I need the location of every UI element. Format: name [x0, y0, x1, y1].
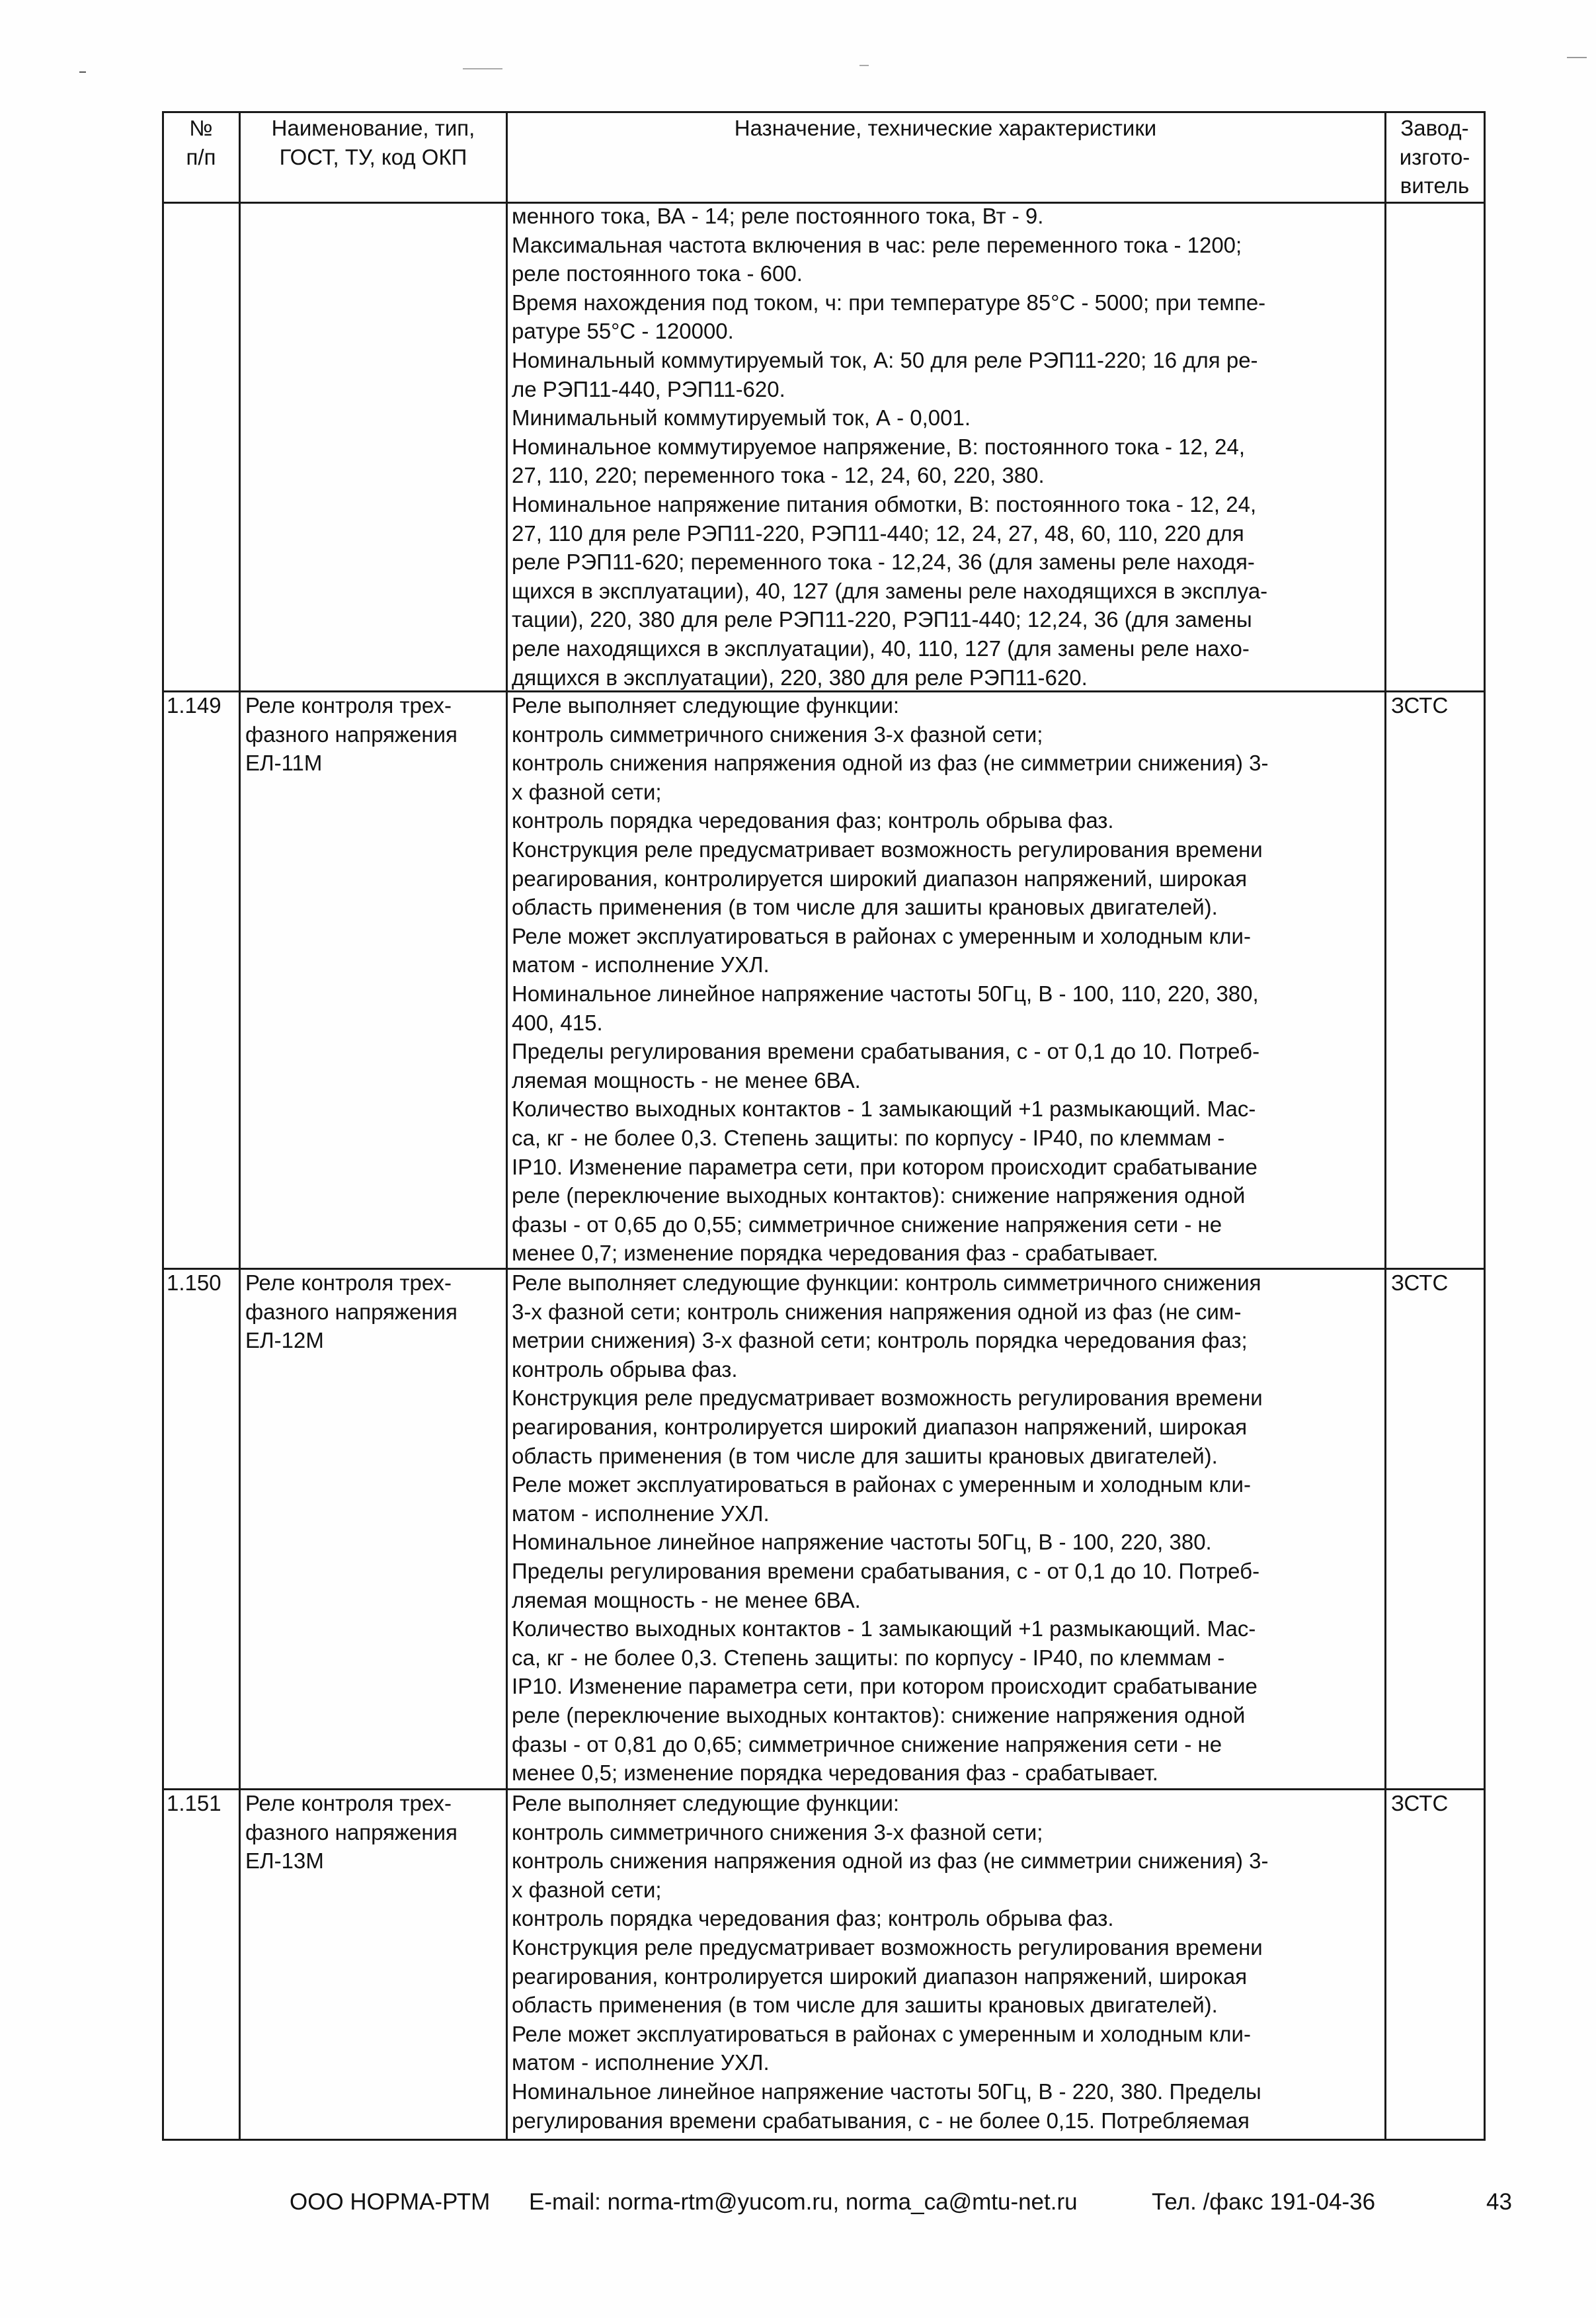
- column-divider: [506, 111, 508, 2141]
- description-line: реагирования, контролируется широкий диапазон напряжений, широкая: [512, 1964, 1248, 1989]
- header-line: п/п: [186, 144, 216, 169]
- description-line: матом - исполнение УХЛ.: [512, 952, 770, 977]
- description-line: контроль симметричного снижения 3-х фазной сети;: [512, 722, 1043, 747]
- description-line: Номинальное линейное напряжение частоты 50Гц, В - 220, 380. Пределы: [512, 2079, 1261, 2104]
- description-line: реле (переключение выходных контактов): снижение напряжения одной: [512, 1183, 1246, 1208]
- description-line: дящихся в эксплуатации), 220, 380 для реле РЭП11-620.: [512, 665, 1088, 690]
- description-line: контроль снижения напряжения одной из фаз (не симметрии снижения) 3-: [512, 751, 1269, 776]
- name-line: ЕЛ-13М: [245, 1848, 324, 1874]
- name-line: фазного напряжения: [245, 1299, 458, 1324]
- name-line: ЕЛ-11М: [245, 751, 323, 776]
- scan-speck: [859, 65, 869, 66]
- header-name: [242, 114, 504, 171]
- description-line: метрии снижения) 3-х фазной сети; контроль порядка чередования фаз;: [512, 1328, 1248, 1353]
- description-line: контроль обрыва фаз.: [512, 1356, 738, 1382]
- footer-email: E-mail: norma-rtm@yucom.ru, norma_ca@mtu-net.ru: [529, 2189, 1078, 2215]
- description-line: Номинальное напряжение питания обмотки, В: постоянного тока - 12, 24,: [512, 491, 1257, 517]
- description-line: область применения (в том числе для зашиты крановых двигателей).: [512, 895, 1218, 920]
- row-description: [512, 691, 1268, 1268]
- description-line: матом - исполнение УХЛ.: [512, 1501, 770, 1526]
- table-right-border: [1484, 111, 1486, 2141]
- description-line: Количество выходных контактов - 1 замыкающий +1 размыкающий. Мас-: [512, 1097, 1256, 1122]
- row-description: [512, 202, 1267, 692]
- description-line: Номинальный коммутируемый ток, А: 50 для реле РЭП11-220; 16 для ре-: [512, 347, 1258, 372]
- description-line: фазы - от 0,65 до 0,55; симметричное снижение напряжения сети - не: [512, 1212, 1222, 1237]
- footer-phone: Тел. /факс 191-04-36: [1152, 2189, 1376, 2215]
- description-line: область применения (в том числе для зашиты крановых двигателей).: [512, 1443, 1218, 1468]
- description-line: матом - исполнение УХЛ.: [512, 2050, 770, 2075]
- description-line: IP10. Изменение параметра сети, при котором происходит срабатывание: [512, 1154, 1257, 1179]
- description-line: тации), 220, 380 для реле РЭП11-220, РЭП11-440; 12,24, 36 (для замены: [512, 607, 1252, 632]
- header-purpose: [509, 114, 1382, 143]
- description-line: 27, 110, 220; переменного тока - 12, 24, 60, 220, 380.: [512, 463, 1045, 488]
- description-line: контроль порядка чередования фаз; контроль обрыва фаз.: [512, 808, 1114, 833]
- header-line: витель: [1400, 173, 1470, 198]
- scan-speck: [1567, 57, 1587, 58]
- description-line: Максимальная частота включения в час: реле переменного тока - 1200;: [512, 232, 1242, 257]
- description-line: Номинальное линейное напряжение частоты 50Гц, В - 100, 220, 380.: [512, 1530, 1212, 1555]
- description-line: са, кг - не более 0,3. Степень защиты: по корпусу - IP40, по клеммам -: [512, 1125, 1225, 1150]
- description-line: Пределы регулирования времени срабатывания, с - от 0,1 до 10. Потреб-: [512, 1558, 1260, 1583]
- description-line: Номинальное коммутируемое напряжение, В: постоянного тока - 12, 24,: [512, 434, 1246, 459]
- description-line: контроль снижения напряжения одной из фаз (не симметрии снижения) 3-: [512, 1848, 1269, 1874]
- description-line: Реле может эксплуатироваться в районах с умеренным и холодным кли-: [512, 1472, 1251, 1497]
- header-line: №: [189, 116, 213, 140]
- row-description: [512, 1789, 1268, 2135]
- description-line: контроль порядка чередования фаз; контроль обрыва фаз.: [512, 1906, 1114, 1931]
- header-line: Наименование, тип,: [271, 116, 475, 140]
- column-divider: [1384, 111, 1386, 2141]
- name-line: Реле контроля трех-: [245, 693, 452, 718]
- description-line: Количество выходных контактов - 1 замыкающий +1 размыкающий. Мас-: [512, 1616, 1256, 1641]
- name-line: ЕЛ-12М: [245, 1328, 324, 1353]
- description-line: менее 0,7; изменение порядка чередования фаз - срабатывает.: [512, 1241, 1158, 1266]
- description-line: реле постоянного тока - 600.: [512, 261, 803, 286]
- description-line: Номинальное линейное напряжение частоты 50Гц, В - 100, 110, 220, 380,: [512, 981, 1259, 1006]
- page-number: 43: [1486, 2189, 1512, 2215]
- description-line: Реле выполняет следующие функции: контроль симметричного снижения: [512, 1270, 1261, 1295]
- name-line: фазного напряжения: [245, 722, 458, 747]
- description-line: Время нахождения под током, ч: при температуре 85°С - 5000; при темпе-: [512, 290, 1266, 315]
- description-line: Реле может эксплуатироваться в районах с умеренным и холодным кли-: [512, 923, 1251, 948]
- description-line: реагирования, контролируется широкий диапазон напряжений, широкая: [512, 866, 1248, 891]
- description-line: х фазной сети;: [512, 779, 662, 804]
- name-line: Реле контроля трех-: [245, 1791, 452, 1815]
- row-number: 1.150: [167, 1270, 221, 1295]
- description-line: ратуре 55°С - 120000.: [512, 319, 734, 344]
- column-divider: [239, 111, 241, 2141]
- description-line: Минимальный коммутируемый ток, А - 0,001.: [512, 405, 971, 431]
- description-line: ляемая мощность - не менее 6ВА.: [512, 1067, 861, 1093]
- description-line: фазы - от 0,81 до 0,65; симметричное снижение напряжения сети - не: [512, 1731, 1222, 1757]
- header-line: Назначение, технические характеристики: [734, 116, 1157, 140]
- description-line: ляемая мощность - не менее 6ВА.: [512, 1587, 861, 1612]
- description-line: 27, 110 для реле РЭП11-220, РЭП11-440; 12, 24, 27, 48, 60, 110, 220 для: [512, 520, 1244, 546]
- description-line: менного тока, ВА - 14; реле постоянного тока, Вт - 9.: [512, 204, 1044, 228]
- description-line: регулирования времени срабатывания, с - не более 0,15. Потребляемая: [512, 2108, 1250, 2133]
- description-line: щихся в эксплуатации), 40, 127 (для замены реле находящихся в эксплуа-: [512, 578, 1268, 603]
- row-name: [245, 1789, 458, 1876]
- scan-speck: [79, 71, 86, 73]
- header-line: изгото-: [1399, 144, 1470, 169]
- row-manufacturer: ЗСТС: [1391, 1791, 1449, 1815]
- row-number: 1.149: [167, 693, 221, 718]
- description-line: Конструкция реле предусматривает возможность регулирования времени: [512, 837, 1263, 862]
- description-line: менее 0,5; изменение порядка чередования фаз - срабатывает.: [512, 1760, 1158, 1786]
- row-description: [512, 1268, 1263, 1788]
- name-line: Реле контроля трех-: [245, 1270, 452, 1295]
- description-line: реле (переключение выходных контактов): снижение напряжения одной: [512, 1702, 1246, 1727]
- description-line: контроль симметричного снижения 3-х фазной сети;: [512, 1819, 1043, 1844]
- footer-company: ООО НОРМА-РТМ: [290, 2189, 491, 2215]
- description-line: са, кг - не более 0,3. Степень защиты: по корпусу - IP40, по клеммам -: [512, 1645, 1225, 1670]
- description-line: Конструкция реле предусматривает возможность регулирования времени: [512, 1934, 1263, 1960]
- header-line: ГОСТ, ТУ, код ОКП: [279, 144, 467, 169]
- name-line: фазного напряжения: [245, 1819, 458, 1844]
- description-line: реле РЭП11-620; переменного тока - 12,24, 36 (для замены реле находя-: [512, 550, 1255, 575]
- description-line: область применения (в том числе для зашиты крановых двигателей).: [512, 1993, 1218, 2018]
- description-line: Реле выполняет следующие функции:: [512, 693, 900, 718]
- row-name: [245, 691, 458, 778]
- description-line: 3-х фазной сети; контроль снижения напряжения одной из фаз (не сим-: [512, 1299, 1242, 1324]
- header-manufacturer: [1387, 114, 1482, 200]
- scan-speck: [463, 68, 502, 69]
- table-bottom-border: [162, 2139, 1486, 2141]
- description-line: ле РЭП11-440, РЭП11-620.: [512, 376, 785, 401]
- row-name: [245, 1268, 458, 1355]
- description-line: реле находящихся в эксплуатации), 40, 110, 127 (для замены реле нахо-: [512, 636, 1250, 661]
- description-line: х фазной сети;: [512, 1877, 662, 1902]
- description-line: Реле может эксплуатироваться в районах с умеренным и холодным кли-: [512, 2021, 1251, 2046]
- row-manufacturer: ЗСТС: [1391, 1270, 1449, 1295]
- table-top-border: [162, 111, 1486, 113]
- row-number: 1.151: [167, 1791, 221, 1815]
- description-line: Конструкция реле предусматривает возможность регулирования времени: [512, 1386, 1263, 1411]
- description-line: IP10. Изменение параметра сети, при котором происходит срабатывание: [512, 1674, 1257, 1699]
- description-line: Пределы регулирования времени срабатывания, с - от 0,1 до 10. Потреб-: [512, 1039, 1260, 1064]
- row-manufacturer: ЗСТС: [1391, 693, 1449, 718]
- description-line: реагирования, контролируется широкий диапазон напряжений, широкая: [512, 1414, 1248, 1439]
- table-left-border: [162, 111, 164, 2141]
- description-line: Реле выполняет следующие функции:: [512, 1791, 900, 1815]
- header-number: [165, 114, 237, 171]
- description-line: 400, 415.: [512, 1010, 603, 1035]
- header-line: Завод-: [1400, 116, 1469, 140]
